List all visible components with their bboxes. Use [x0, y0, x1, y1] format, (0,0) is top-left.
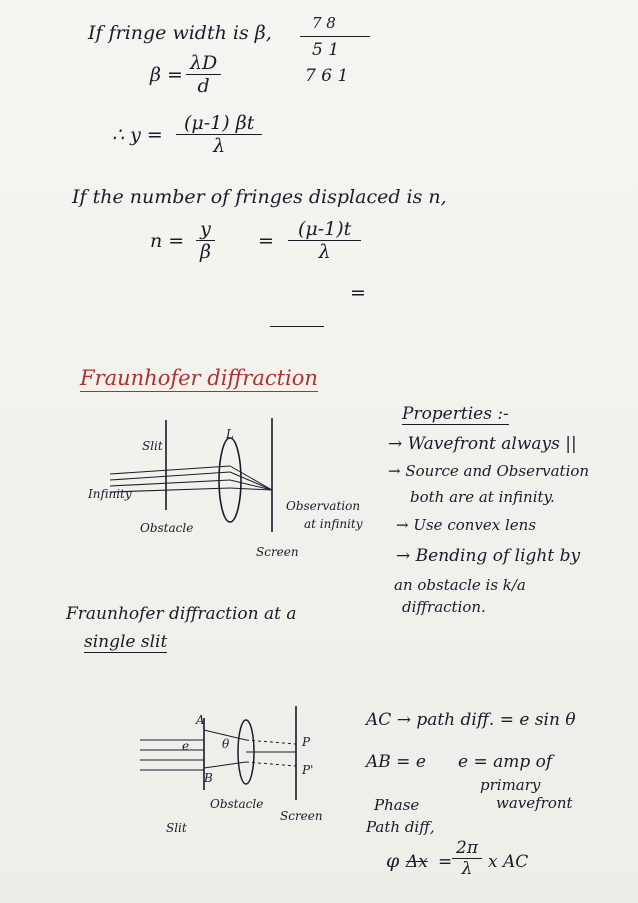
n-fraction-1	[196, 218, 215, 263]
n-fraction-2-den: λ	[318, 241, 331, 263]
properties-title: Properties :-	[402, 404, 509, 424]
e-definition-line2: primary	[480, 776, 541, 794]
diagram-obstacle-label: Obstacle	[140, 521, 194, 535]
n-equals: =	[258, 230, 274, 252]
angle-theta: θ	[222, 737, 230, 751]
phi-fraction	[452, 838, 482, 879]
phi-lhs: φ	[386, 850, 400, 872]
diagram-observation-label: Observation	[286, 499, 361, 513]
beta-fraction	[186, 52, 221, 97]
diagram-screen-label: Screen	[256, 545, 299, 559]
phi-rhs: x AC	[488, 852, 529, 872]
ac-path-difference: AC → path diff. = e sin θ	[366, 710, 576, 730]
single-slit-heading-line2: single slit	[84, 632, 168, 652]
property-item: an obstacle is k/a	[394, 576, 526, 594]
property-item: → Source and Observation	[388, 462, 590, 480]
phi-numerator: 2π	[452, 838, 482, 859]
y-lhs: ∴ y =	[112, 124, 163, 146]
e-definition-line1: e = amp of	[458, 752, 553, 772]
single-slit-diagram	[130, 700, 340, 840]
property-item: → Use convex lens	[396, 516, 537, 534]
slit-point-a: A	[196, 713, 205, 727]
diagram-lens-label: L	[226, 427, 234, 441]
beta-denominator: d	[197, 75, 210, 97]
section-divider	[270, 326, 324, 327]
phi-struck-text: Δx	[406, 852, 428, 872]
n-trailing-equals: =	[350, 282, 366, 304]
y-fraction	[176, 112, 262, 157]
single-slit-slit-label: Slit	[166, 821, 187, 835]
fringes-displaced-sentence: If the number of fringes displaced is n,	[72, 186, 447, 208]
property-item: → Wavefront always ||	[388, 434, 577, 454]
fraunhofer-heading: Fraunhofer diffraction	[80, 366, 318, 390]
n-fraction-1-den: β	[200, 241, 211, 263]
single-slit-obstacle-label: Obstacle	[210, 797, 264, 811]
phi-denominator: λ	[461, 859, 473, 879]
n-fraction-2	[288, 218, 361, 263]
ab-equals-e: AB = e	[366, 752, 426, 772]
slit-width-e: e	[182, 739, 190, 753]
n-fraction-2-num: (μ-1)t	[288, 218, 361, 241]
property-item: diffraction.	[402, 598, 486, 616]
n-fraction-1-num: y	[196, 218, 215, 241]
screen-point-p: P	[302, 735, 311, 749]
property-item: → Bending of light by	[396, 546, 581, 566]
diagram-slit-label: Slit	[142, 439, 163, 453]
single-slit-screen-label: Screen	[280, 809, 323, 823]
screen-point-p-prime: P'	[302, 763, 314, 777]
y-numerator: (μ-1) βt	[176, 112, 262, 135]
y-denominator: λ	[213, 135, 226, 157]
e-definition-line3: wavefront	[496, 794, 573, 812]
beta-lhs: β =	[150, 64, 183, 86]
slit-point-b: B	[204, 771, 213, 785]
diagram-infinity-label: Infinity	[88, 487, 132, 501]
single-slit-heading-line1: Fraunhofer diffraction at a	[66, 604, 297, 624]
path-diff-label: Path diff,	[366, 818, 435, 836]
property-item: both are at infinity.	[410, 488, 555, 506]
diagram-at-infinity-label: at infinity	[304, 517, 363, 531]
side-note-mid: 5 1	[312, 40, 340, 60]
n-lhs: n =	[150, 230, 185, 252]
fraunhofer-diagram	[80, 410, 390, 570]
fringe-width-intro: If fringe width is β,	[88, 22, 272, 44]
side-note-rule	[300, 36, 370, 37]
side-note-bottom: 7 6 1	[305, 66, 349, 86]
beta-numerator: λD	[186, 52, 221, 75]
phi-equals: =	[438, 852, 453, 872]
side-note-top: 7 8	[312, 14, 336, 32]
phase-label: Phase	[374, 796, 420, 814]
